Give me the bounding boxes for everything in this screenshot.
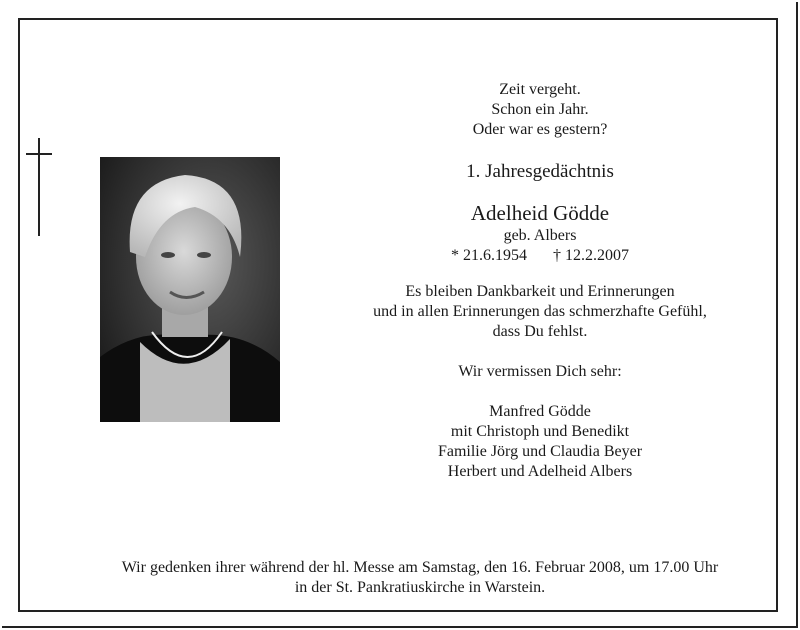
birth-date: * 21.6.1954 [451,247,527,264]
obituary-notice [18,18,778,612]
memorial-heading: 1. Jahresgedächtnis [466,161,614,182]
mass-notice-line: Wir gedenken ihrer während der hl. Messe am Samstag, den 16. Februar 2008, um 17.00 Uhr [121,559,719,576]
portrait-image [100,157,280,422]
poem-line: Oder war es gestern? [472,121,608,138]
cross-icon [26,138,54,238]
mass-notice-line: in der St. Pankratiuskirche in Warstein. [294,579,546,596]
verse-line: und in allen Erinnerungen das schmerzhafte Gefühl, [373,303,707,320]
life-dates [320,246,760,266]
maiden-name: geb. Albers [503,227,577,244]
portrait-photo [100,157,280,422]
poem-line: Schon ein Jahr. [491,101,589,118]
verse-line: dass Du fehlst. [492,323,588,340]
family-member: Familie Jörg und Claudia Beyer [437,443,643,460]
family-member: mit Christoph und Benedikt [450,423,630,440]
miss-you-line: Wir vermissen Dich sehr: [458,363,622,380]
deceased-name: Adelheid Gödde [470,201,610,225]
death-date: † 12.2.2007 [553,247,629,264]
family-member: Herbert und Adelheid Albers [447,463,633,480]
verse-line: Es bleiben Dankbarkeit und Erinnerungen [405,283,675,300]
main-text-block [320,80,760,482]
poem-line: Zeit vergeht. [499,81,581,98]
family-member: Manfred Gödde [489,403,591,420]
mass-notice [50,558,790,598]
